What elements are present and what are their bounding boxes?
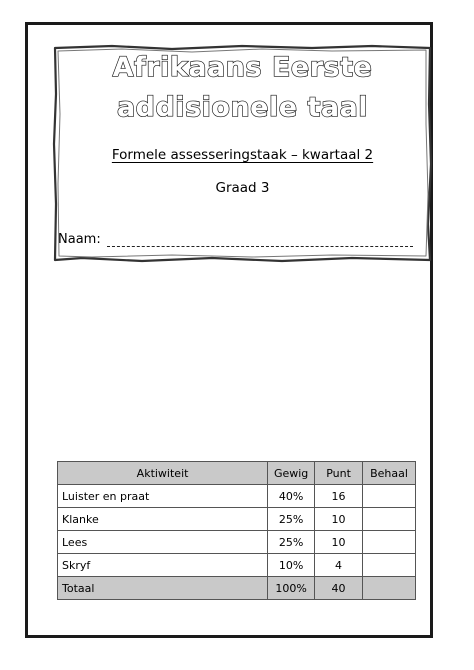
cover-title-line-2: addisionele taal	[116, 92, 369, 123]
cover-title-line-1: Afrikaans Eerste	[112, 52, 373, 83]
total-points: 40	[315, 577, 363, 600]
assessment-table	[57, 461, 416, 600]
row-weight: 40%	[268, 485, 315, 508]
header-achieved: Behaal	[363, 462, 416, 485]
row-points: 10	[315, 531, 363, 554]
row-weight: 25%	[268, 531, 315, 554]
cover-subtitle: Formele assesseringstaak – kwartaal 2	[111, 147, 374, 163]
row-activity: Skryf	[58, 554, 268, 577]
total-achieved-cell[interactable]	[363, 577, 416, 600]
table-header-row	[58, 462, 416, 485]
table-row	[58, 485, 416, 508]
row-points: 10	[315, 508, 363, 531]
header-activity: Aktiwiteit	[58, 462, 268, 485]
table-total-row	[58, 577, 416, 600]
row-achieved-cell[interactable]	[363, 485, 416, 508]
row-activity: Luister en praat	[58, 485, 268, 508]
total-weight: 100%	[268, 577, 315, 600]
row-achieved-cell[interactable]	[363, 531, 416, 554]
table-row	[58, 554, 416, 577]
cover-box	[52, 44, 433, 263]
row-weight: 25%	[268, 508, 315, 531]
row-weight: 10%	[268, 554, 315, 577]
row-points: 16	[315, 485, 363, 508]
name-field-row	[58, 232, 413, 247]
row-activity: Klanke	[58, 508, 268, 531]
table-row	[58, 508, 416, 531]
row-points: 4	[315, 554, 363, 577]
table-row	[58, 531, 416, 554]
row-activity: Lees	[58, 531, 268, 554]
header-points: Punt	[315, 462, 363, 485]
row-achieved-cell[interactable]	[363, 508, 416, 531]
header-weight: Gewig	[268, 462, 315, 485]
name-label: Naam:	[58, 232, 101, 247]
name-write-line[interactable]	[107, 234, 413, 247]
row-achieved-cell[interactable]	[363, 554, 416, 577]
total-label: Totaal	[58, 577, 268, 600]
cover-grade: Graad 3	[215, 180, 270, 196]
